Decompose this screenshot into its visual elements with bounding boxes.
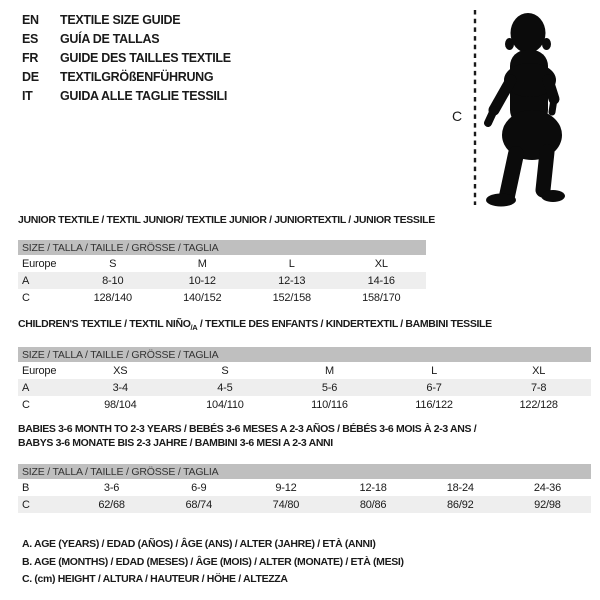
row-label: Europe xyxy=(22,257,57,270)
row-label: Europe xyxy=(22,364,57,377)
height-measure-label: C xyxy=(452,108,463,124)
size-cell: L xyxy=(431,364,438,377)
children-size-table xyxy=(18,318,591,413)
table-row xyxy=(18,362,591,379)
table-row xyxy=(18,496,591,513)
language-title: GUÍA DE TALLAS xyxy=(60,31,160,46)
age-cell: 4-5 xyxy=(217,381,233,394)
legend-notes xyxy=(22,536,404,589)
height-cell: 68/74 xyxy=(185,498,213,511)
height-cell: 86/92 xyxy=(447,498,474,511)
age-cell: 6-9 xyxy=(191,481,207,494)
height-cell: 80/86 xyxy=(359,498,387,511)
height-cell: 122/128 xyxy=(519,398,558,411)
babies-title-line2: BABYS 3-6 MONATE BIS 2-3 JAHRE / BAMBINI 3-6 MESI A 2-3 ANNI xyxy=(18,437,333,449)
row-label: C xyxy=(22,398,30,411)
age-cell: 7-8 xyxy=(531,381,547,394)
size-cell: XL xyxy=(374,257,388,270)
age-cell: 18-24 xyxy=(446,481,474,494)
language-row-de xyxy=(22,67,231,86)
size-cell: L xyxy=(288,257,295,270)
language-title: GUIDE DES TAILLES TEXTILE xyxy=(60,50,231,65)
language-code: FR xyxy=(22,50,39,65)
age-cell: 9-12 xyxy=(275,481,297,494)
baby-silhouette-icon xyxy=(448,4,598,214)
children-title-post: / TEXTILE DES ENFANTS / KINDERTEXTIL / BAMBINI TESSILE xyxy=(197,318,492,330)
age-cell: 14-16 xyxy=(367,274,395,287)
height-cell: 158/170 xyxy=(362,291,401,304)
baby-height-figure xyxy=(448,4,598,214)
language-row-en xyxy=(22,10,231,29)
junior-size-table xyxy=(18,214,435,306)
babies-table-title xyxy=(18,422,591,450)
height-cell: 98/104 xyxy=(104,398,137,411)
language-code: ES xyxy=(22,31,39,46)
table-row xyxy=(18,255,426,272)
babies-size-table xyxy=(18,422,591,513)
height-cell: 140/152 xyxy=(183,291,222,304)
height-cell: 62/68 xyxy=(98,498,125,511)
height-cell: 116/122 xyxy=(415,398,453,411)
language-row-it xyxy=(22,86,231,105)
height-cell: 92/98 xyxy=(534,498,561,511)
height-cell: 110/116 xyxy=(311,398,348,411)
size-cell: M xyxy=(325,364,334,377)
children-table-title xyxy=(18,318,591,334)
language-code: IT xyxy=(22,88,33,103)
size-cell: XL xyxy=(532,364,546,377)
height-cell: 74/80 xyxy=(272,498,300,511)
note-age-months: B. AGE (MONTHS) / EDAD (MESES) / ÂGE (MOIS) / ALTER (MONATE) / ETÀ (MESI) xyxy=(22,555,404,568)
age-cell: 8-10 xyxy=(102,274,124,287)
baby-silhouette-shape xyxy=(486,13,565,207)
row-label: A xyxy=(22,274,30,287)
height-cell: 104/110 xyxy=(206,398,244,411)
language-code: EN xyxy=(22,12,39,27)
size-cell: XS xyxy=(113,364,128,377)
table-row xyxy=(18,396,591,413)
language-title: GUIDA ALLE TAGLIE TESSILI xyxy=(60,88,228,103)
row-label: B xyxy=(22,481,30,494)
language-row-es xyxy=(22,29,231,48)
size-header-bar: SIZE / TALLA / TAILLE / GRÖSSE / TAGLIA xyxy=(18,464,591,479)
row-label: C xyxy=(22,498,30,511)
height-cell: 128/140 xyxy=(93,291,132,304)
row-label: A xyxy=(22,381,30,394)
table-row xyxy=(18,272,426,289)
size-header-bar: SIZE / TALLA / TAILLE / GRÖSSE / TAGLIA xyxy=(18,347,591,362)
age-cell: 3-4 xyxy=(112,381,128,394)
children-title-sub: /A xyxy=(190,323,198,333)
junior-table-title: JUNIOR TEXTILE / TEXTIL JUNIOR/ TEXTILE JUNIOR / JUNIORTEXTIL / JUNIOR TESSILE xyxy=(18,214,435,226)
table-row xyxy=(18,289,426,306)
language-title: TEXTILE SIZE GUIDE xyxy=(60,12,181,27)
age-cell: 10-12 xyxy=(188,274,216,287)
height-cell: 152/158 xyxy=(272,291,311,304)
size-cell: M xyxy=(197,257,207,270)
table-row xyxy=(18,479,591,496)
language-heading-list xyxy=(22,10,231,105)
age-cell: 3-6 xyxy=(103,481,120,494)
age-cell: 12-18 xyxy=(359,481,387,494)
age-cell: 6-7 xyxy=(426,381,442,394)
language-code: DE xyxy=(22,69,39,84)
language-row-fr xyxy=(22,48,231,67)
language-title: TEXTILGRÖßENFÜHRUNG xyxy=(60,69,214,84)
note-height-cm: C. (cm) HEIGHT / ALTURA / HAUTEUR / HÖHE / ALTEZZA xyxy=(22,573,288,585)
size-header-bar: SIZE / TALLA / TAILLE / GRÖSSE / TAGLIA xyxy=(18,240,426,255)
note-age-years: A. AGE (YEARS) / EDAD (AÑOS) / ÂGE (ANS) / ALTER (JAHRE) / ETÀ (ANNI) xyxy=(22,538,376,550)
table-row xyxy=(18,379,591,396)
age-cell: 5-6 xyxy=(321,381,338,394)
size-cell: S xyxy=(221,364,229,377)
children-title-pre: CHILDREN'S TEXTILE / TEXTIL NIÑO xyxy=(18,318,191,330)
size-cell: S xyxy=(109,257,117,270)
babies-title-line1: BABIES 3-6 MONTH TO 2-3 YEARS / BEBÉS 3-6 MESES A 2-3 AÑOS / BÉBÉS 3-6 MOIS À 2-3 ANS / xyxy=(18,423,477,435)
age-cell: 24-36 xyxy=(533,481,562,494)
age-cell: 12-13 xyxy=(278,274,306,287)
row-label: C xyxy=(22,291,30,304)
